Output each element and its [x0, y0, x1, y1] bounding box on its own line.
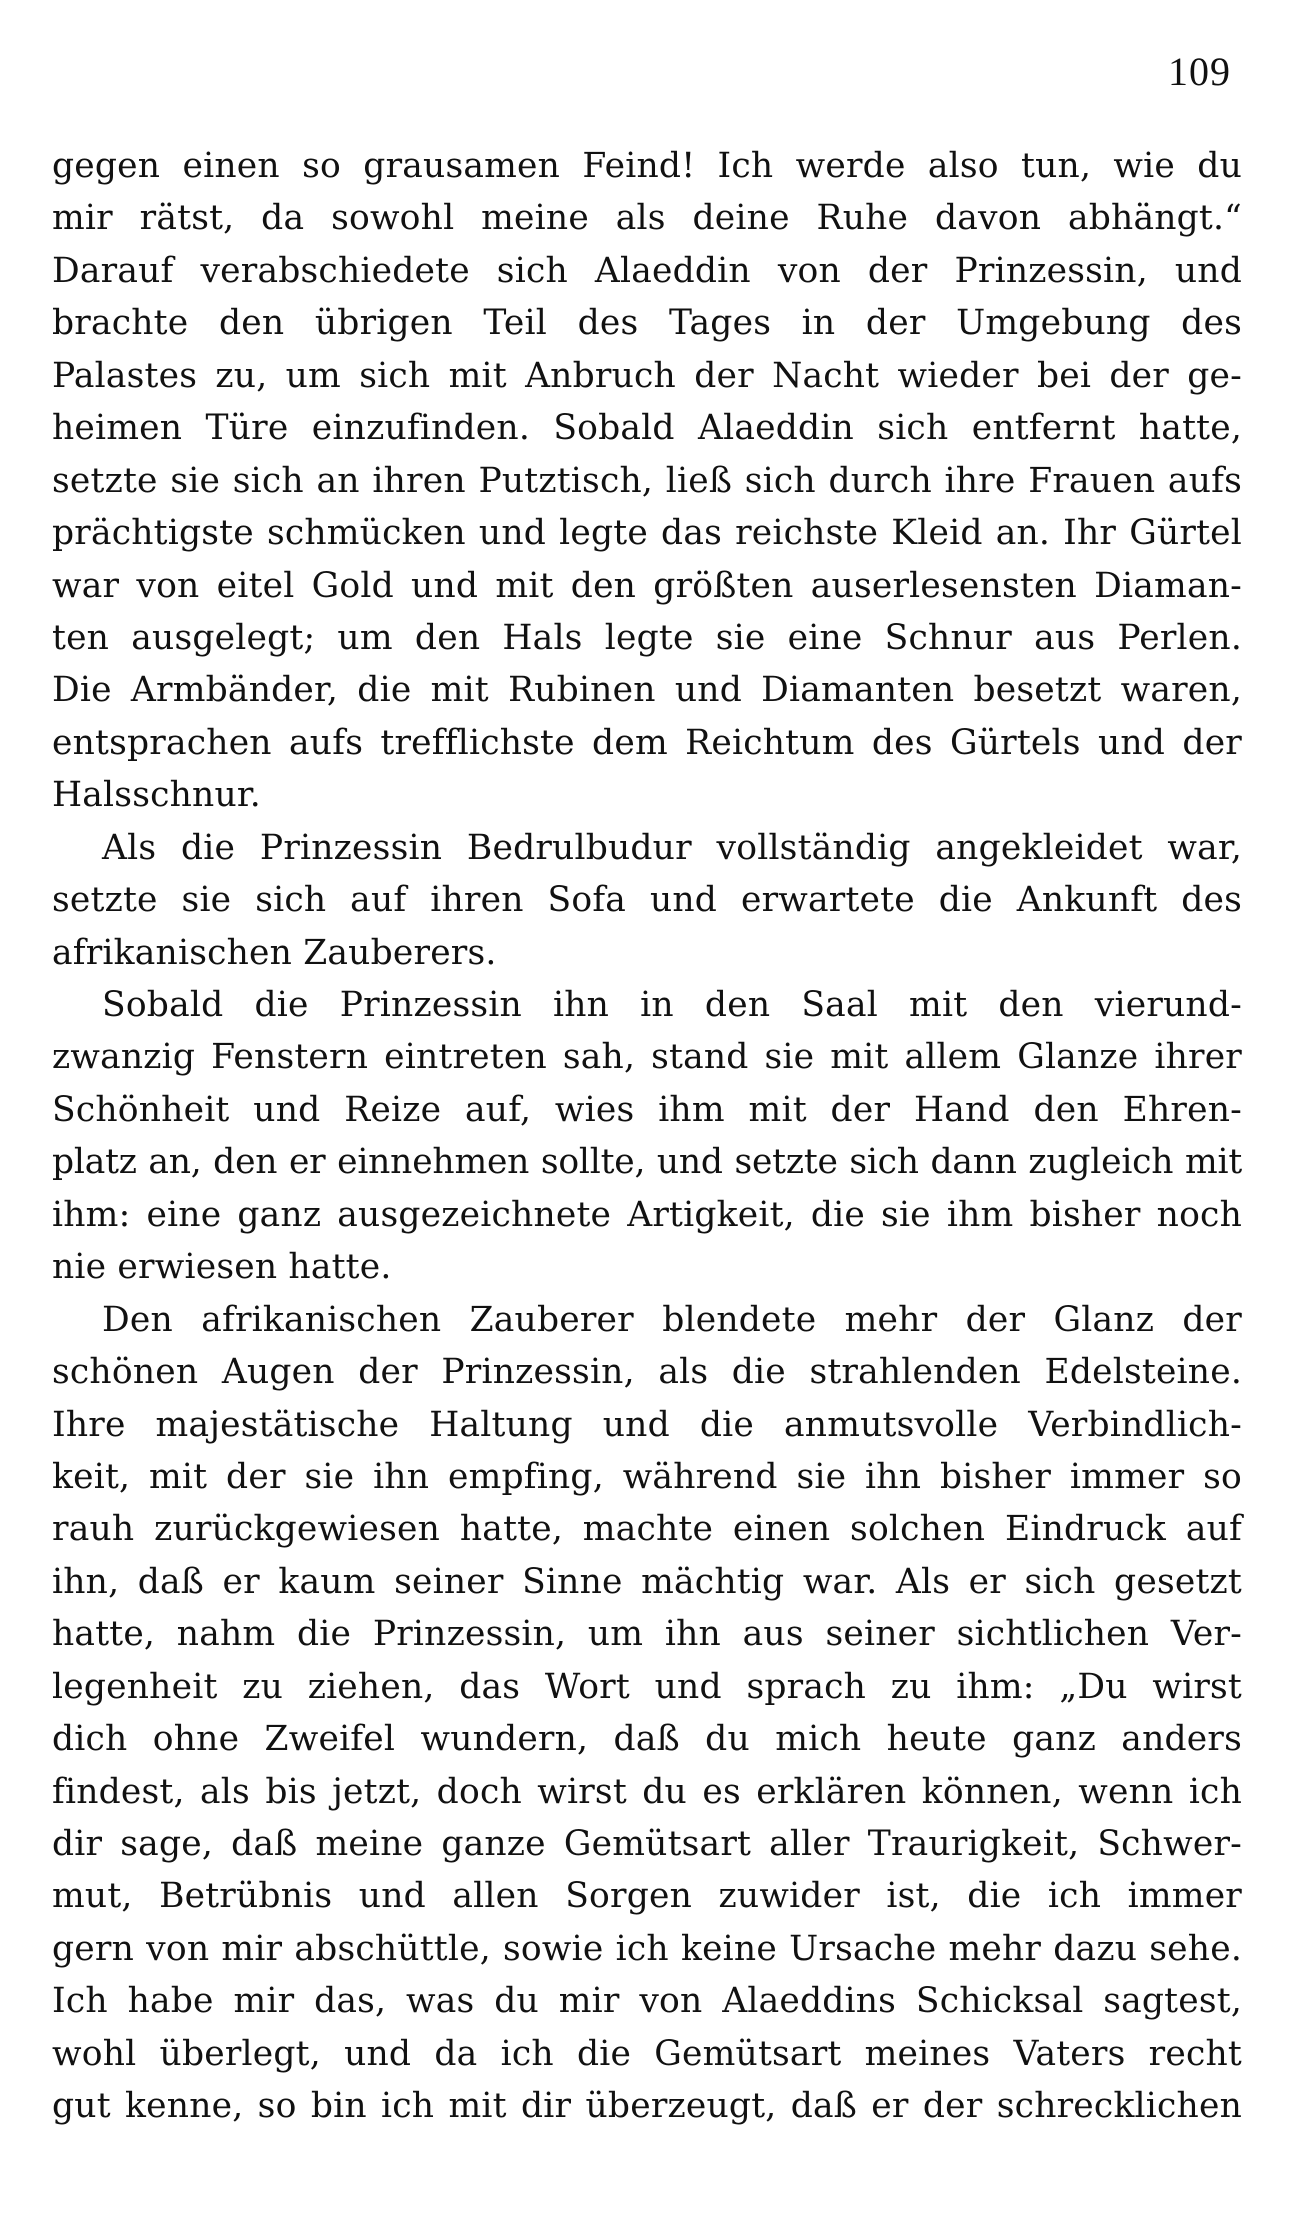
text-line: afrikanischen Zauberers. — [52, 932, 497, 973]
text-line: Palastes zu, um sich mit Anbruch der Nacht wieder bei der ge- — [52, 355, 1242, 396]
text-line: entsprachen aufs trefflichste dem Reichtum des Gürtels und der — [52, 722, 1242, 763]
text-line: gern von mir abschüttle, sowie ich keine Ursache mehr dazu sehe. — [52, 1928, 1242, 1969]
text-line: nie erwiesen hatte. — [52, 1247, 392, 1288]
text-line: gegen einen so grausamen Feind! Ich werde also tun, wie du — [52, 146, 1242, 186]
text-line: zwanzig Fenstern eintreten sah, stand sie mit allem Glanze ihrer — [52, 1037, 1242, 1078]
text-line: brachte den übrigen Teil des Tages in der Umgebung des — [52, 303, 1242, 344]
text-line: setzte sie sich auf ihren Sofa und erwartete die Ankunft des — [52, 880, 1242, 921]
text-line: gut kenne, so bin ich mit dir überzeugt, daß er der schrecklichen — [52, 2086, 1242, 2127]
page-number: 109 — [1168, 49, 1231, 94]
text-line: schönen Augen der Prinzessin, als die strahlenden Edelsteine. — [52, 1352, 1242, 1393]
text-line: Als die Prinzessin Bedrulbudur vollständig angekleidet war, — [102, 827, 1242, 868]
text-line: prächtigste schmücken und legte das reichste Kleid an. Ihr Gürtel — [52, 513, 1242, 554]
text-line: Die Armbänder, die mit Rubinen und Diamanten besetzt waren, — [52, 670, 1242, 711]
text-line: legenheit zu ziehen, das Wort und sprach zu ihm: „Du wirst — [52, 1666, 1242, 1707]
text-line: keit, mit der sie ihn empfing, während sie ihn bisher immer so — [52, 1456, 1242, 1497]
text-line: mut, Betrübnis und allen Sorgen zuwider ist, die ich immer — [52, 1876, 1242, 1917]
text-line: setzte sie sich an ihren Putztisch, ließ sich durch ihre Frauen aufs — [52, 460, 1242, 501]
text-line: heimen Türe einzufinden. Sobald Alaeddin sich entfernt hatte, — [52, 408, 1242, 449]
text-line: ihm: eine ganz ausgezeichnete Artigkeit, die sie ihm bisher noch — [52, 1194, 1242, 1235]
text-line: hatte, nahm die Prinzessin, um ihn aus seiner sichtlichen Ver- — [52, 1614, 1242, 1655]
text-line: dich ohne Zweifel wundern, daß du mich heute ganz anders — [52, 1719, 1242, 1760]
text-line: Schönheit und Reize auf, wies ihm mit der Hand den Ehren- — [52, 1089, 1242, 1130]
text-line: Ihre majestätische Haltung und die anmutsvolle Verbindlich- — [52, 1404, 1242, 1445]
text-line: Darauf verabschiedete sich Alaeddin von der Prinzessin, und — [52, 250, 1242, 291]
text-line: dir sage, daß meine ganze Gemütsart aller Traurigkeit, Schwer- — [52, 1824, 1242, 1864]
text-line: platz an, den er einnehmen sollte, und setzte sich dann zugleich mit — [52, 1142, 1242, 1183]
text-line: Sobald die Prinzessin ihn in den Saal mit den vierund- — [102, 985, 1242, 1025]
text-line: ihn, daß er kaum seiner Sinne mächtig war. Als er sich gesetzt — [52, 1561, 1242, 1602]
text-line: rauh zurückgewiesen hatte, machte einen solchen Eindruck auf — [52, 1509, 1242, 1550]
text-line: Halsschnur. — [52, 775, 261, 816]
text-line: Ich habe mir das, was du mir von Alaeddins Schicksal sagtest, — [52, 1981, 1242, 2022]
body-text — [52, 140, 1242, 2133]
text-line: mir rätst, da sowohl meine als deine Ruhe davon abhängt.“ — [52, 198, 1242, 239]
text-line: Den afrikanischen Zauberer blendete mehr der Glanz der — [102, 1299, 1242, 1340]
text-line: war von eitel Gold und mit den größten auserlesensten Diaman- — [52, 565, 1242, 606]
text-line: wohl überlegt, und da ich die Gemütsart meines Vaters recht — [52, 2033, 1242, 2074]
text-line: ten ausgelegt; um den Hals legte sie eine Schnur aus Perlen. — [52, 617, 1242, 658]
text-line: findest, als bis jetzt, doch wirst du es erklären können, wenn ich — [52, 1771, 1242, 1812]
